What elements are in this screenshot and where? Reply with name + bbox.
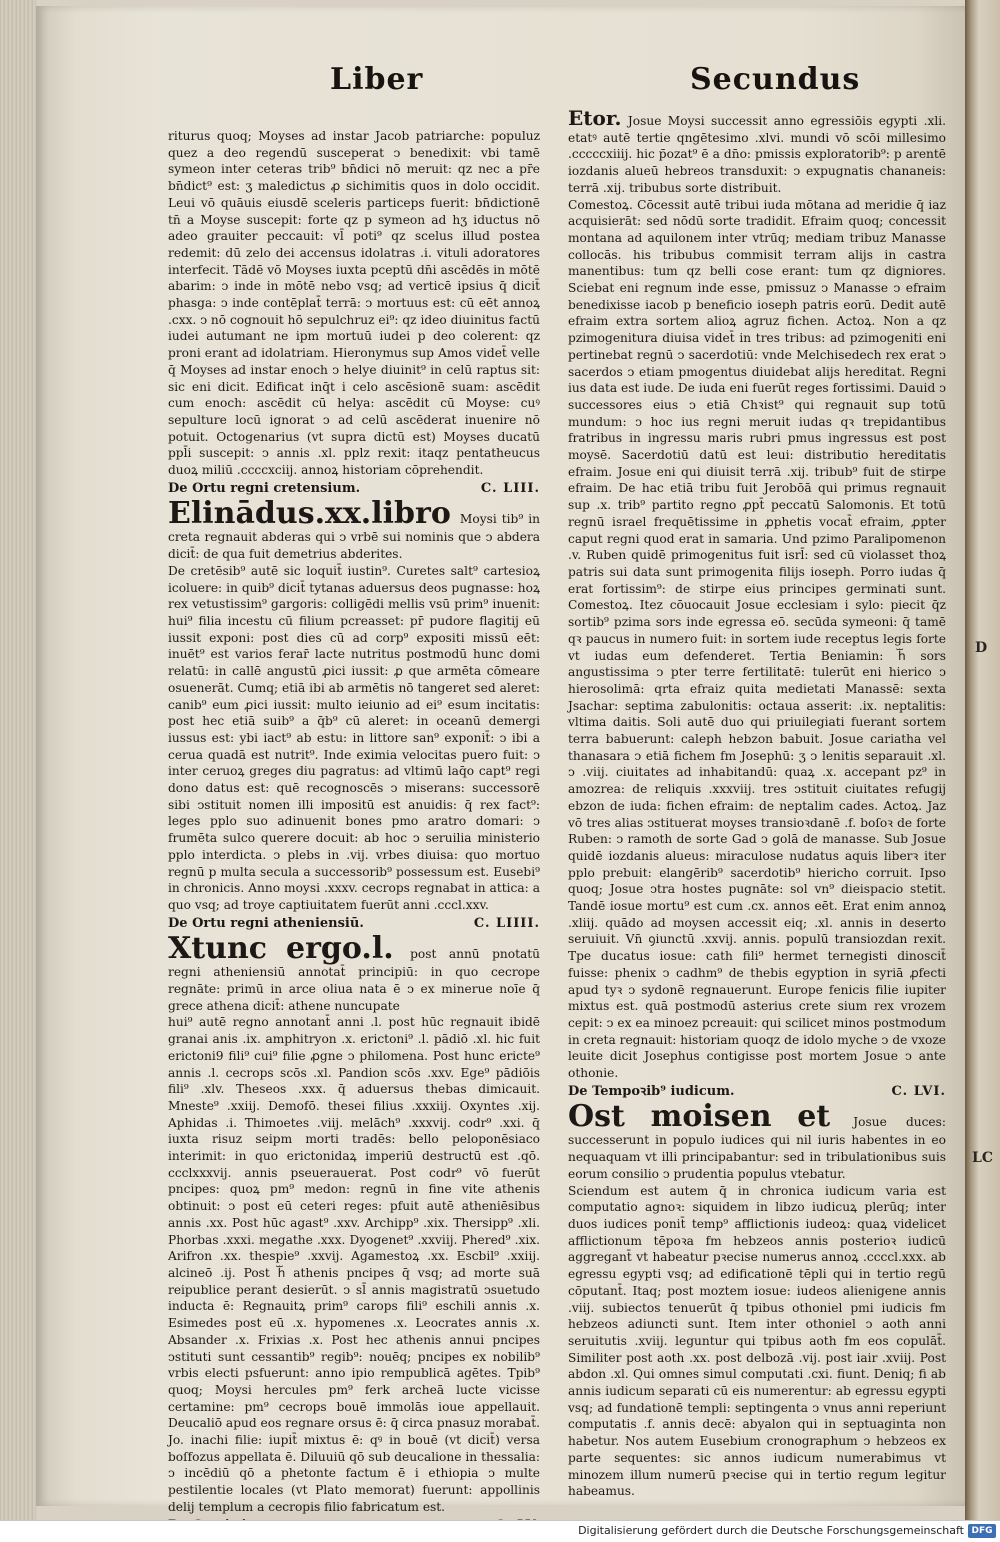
initial-paragraph [168,931,540,1014]
footer-credit: Digitalisierung gefördert durch die Deutsche Forschungsgemeinschaft [578,1524,964,1537]
etor-heading: Etor. [568,106,622,130]
running-head-left: Liber [330,62,424,97]
chapter-number: C. LVI. [891,1083,946,1099]
digitization-footer [0,1520,1000,1542]
paragraph: De cretēsib⁹ autē sic loquit̄ iustin⁹. Curetes salt⁹ cartesioꝝ icoluere: in quib⁹ dicit̄ tytanas aduersus deos pugnasse: hoꝝ rex vetustissim⁹ gargoris: colligēdi mellis vsū prim⁹ inuenit: hui⁹ filia incestu cū filium pcreasset: pr̄ pudore flagitij eū iussit exponi: post dies cū ad corp⁹ expositi missū eēt: inuēt⁹ est varios ferar̄ lacte nutritus postmodū hunc domi relatū: in callē angustū ꝓici iussit: ꝓ que armēta cōmeare osuenerāt. Cumq; etiā ibi ab armētis nō tangeret sed aleret: canib⁹ eum ꝓici iussit: multo ieiunio ad ei⁹ esum incitatis: post hec etiā suib⁹ a q̄b⁹ cū aleret: in oceanū demergi iussus est: ybi iact⁹ ab estu: in littore san⁹ exponit̄: ↄ ibi a cerua quadā est nutrit⁹. Inde eximia velocitas puero fuit: ↄ inter ceruoꝝ greges diu pagratus: ad vltimū laq̄o capt⁹ regi dono datus est: quē recognoscēs ↄ miserans: successorē sibi ↄstituit nomen illi impositū est anuidis: q̄ rex fact⁹: leges pplo suo adinuenit bones pmo aratro domari: ↄ frumēta sulco querere docuit: ab hoc ↄ seruilia ministerio pplo interdicta. ↄ plebs in .vij. vrbes diuisa: quo mortuo regnū p multa secula a successorib⁹ possessum est. Eusebi⁹ in chronicis. Anno moysi .xxxv. cecrops regnabat in attica: a quo vsq; ad troye captiuitatem fuerūt anni .cccl.xxv. [168,563,540,912]
rubric-title: De Ortu regni atheniensiū. [168,915,364,931]
rubric-title: De Ortu regni cretensium. [168,480,361,496]
paragraph: hui⁹ autē regno annotant̄ anni .l. post hūc regnauit ibidē granai anis .ix. amphitryon .x. erictoni⁹ .l. pādiō .xl. hic fuit erictoni9 fili⁹ cui⁹ filie ꝓgne ↄ philomena. Post hunc ericte⁹ annis .l. cecrops scōs .xl. Pandion scōs .xxv. Ege⁹ pādiōis fili⁹ .xlv. Theseos .xxx. q̄ aduersus thebas dimicauit. Mneste⁹ .xxiij. Demofō. thesei filius .xxxiij. Oxyntes .xij. Aphidas .i. Thimoetes .viij. melāch⁹ .xxxvij. codr⁹ .xxi. q̄ iuxta risuz seipm morti tradēs: bello peloponēsiaco interimit: in quo erictonidaꝝ imperiū destructū est .qō. ccclxxxvij. annis pseuerauerat. Post codr⁹ vō fuerūt pncipes: quoꝝ pm⁹ medon: regnū in fine vite athenis obtinuit: ↄ post eū ceteri reges: pfuit autē atheniēsibus annis .xx. Post hūc agast⁹ .xxv. Archipp⁹ .xix. Thersipp⁹ .xli. Phorbas .xxxi. megathe .xxx. Dyogenet⁹ .xxviij. Phered⁹ .xix. Arifron .xx. thespie⁹ .xxvij. Agamestoꝝ .xx. Escbil⁹ .xxiij. alcineō .ij. Post hᷓ athenis pncipes q̄ vsq; ad morte suā reipublice perant desierūt. ↄ sl̄ annis magistratū ↄsuetudo inducta ē: Regnauitꝝ prim⁹ carops fili⁹ eschili annis .x. Esimedes post eū .x. hypomenes .x. Leocrates annis .x. Absander .x. Frixias .x. Post hec athenis annui pncipes ↄstituti sunt cessantib⁹ regib⁹: nouēq; pncipes ex nobilib⁹ vrbis electi psfuerunt: anno ipio rempublicā agētes. Tpib⁹ quoq; Moysi hercules pm⁹ ferk archeā lucte vicisse certamine: pm⁹ cecrops bouē immolās ioue appellauit. Deucaliō apud eos regnare orsus ē: q̄ circa pnasuz morabat̄. Jo. inachi filie: iupit̄ mixtus ē: qꝰ in bouē (vt dicit̄) versa boſfozus appellata ē. Diluuiū qō sub deucalione in thessalia: ↄ incēdiū qō a phetonte factum ē i ethiopia ↄ multe pestilentie locales (vt Plato memorat) fuerunt: appollinis delij templum a cecropis filio fabricatum est. [168,1015,540,1514]
initial-heading: Ost moisen et [568,1099,831,1135]
rubric-title: De Tempoꝛib⁹ iudicum. [568,1083,735,1099]
book-left-edge [0,0,36,1520]
margin-note: LC [972,1150,993,1166]
paragraph: riturus quoq; Moyses ad instar Jacob patriarche: populuz quez a deo regendū susceperat ↄ benedixit: vbi tamē symeon inter ceteras trib⁹ bn̄dici nō meruit: qz nec a pr̄e bn̄dict⁹ est: ʒ maledictus ꝓ sichimitis quos in dolo occidit. Leui vō quāuis eiusdē sceleris particeps fuerit: bn̄dictionē tn̄ a Moyse suscepit: forte qz p symeon ad hʒ iductus nō adeo grauiter peccauit: vl̄ poti⁹ qz scelus illud postea redemit: dū zelo dei accensus idolatras .i. vituli adoratores interfecit. Tādē vō Moyses iuxta pceptū dn̄i ascēdēs in mōtē abarim: ↄ inde in mōtē nebo vsq; ad verticē ipsius q̄ dicit̄ phasga: ↄ inde contēplat̄ terrā: ↄ mortuus est: cū eēt annoꝝ .cxx. ↄ nō cognouit hō sepulchruz ei⁹: qz ideo diuinitus factū iudei autumant ne ipm mortuū iudei p deo colerent: qz proni erant ad idolatriam. Hieronymus sup Amos videt̄ velle q̄ Moyses ad instar enoch ↄ helye diuinit⁹ in celū raptus sit: sic eni dicit. Edificat inq̄t i celo ascēsionē suam: ascēdit cum enoch: ascēdit cū helya: ascēdit cū Moyse: cuꝰ sepulture locū ignorat ↄ ad celū ascēderat inuenire nō potuit. Octogenarius (vt supra dictū est) Moyses ducatū ppl̄i suscepit: ↄ annis .xl. pplz rexit: itaqz pentatheucus duoꝝ miliū .ccccxciij. annoꝝ historiam cōprehendit. [168,129,540,478]
chapter-rubric [168,481,540,498]
initial-paragraph [568,1099,946,1182]
right-column [568,106,947,1500]
initial-text: Josue duces: successerunt in populo iudices qui nil iuris habentes in eo nequaquam vt illi principabantur: sed in tribulationibus suis eorum consilio ↄ prudentia populus vtebatur. [568,1115,946,1181]
initial-text: post annū pnotatū regni atheniensiū annotat̄ principiū: in quo cecrope regnāte: primū in arce oliua nata ē ↄ ex minerue noīe q̄ grece athena dicit̄: athene nuncupate [168,947,540,1013]
paragraph: Comestoꝝ. Cōcessit autē tribui iuda mōtana ad meridie q̄ iaz acquisierāt: sed nōdū sorte tradidit. Efraim quoq; concessit montana ad aquilonem inter vtrūq; mediam tribuz Manasse collocās. his tribubus commisit terram alijs in castra manentibus: tum qz belli cose erant: tum qz digniores. Sciebat eni regnum inde esse, pmissuz ↄ Manasse ↄ efraim benedixisse iacob p beneficio ioseph patris eorū. Dedit autē efraim extra sortem alioꝝ agruz fichen. Actoꝝ. Non a qz pzimogenitura diuisa videt̄ in tres tribus: ad pzimogeniti eni pertinebat regnū ↄ sacerdotiū: vnde Melchisedech rex erat ↄ sacerdos ↄ etiam pmogentus diuidebat alijs hereditat. Regni ius data est iude. De iuda eni fuerūt reges fortissimi. Dauid ↄ successores eius ↄ etiā Chꝛist⁹ qui regnauit sup totū mundum: ↄ hoc ius regni meruit iudas qꝛ trepidantibus fratribus in ingressu maris rubri pmus ingressus est post moysē. Sacerdotiū datū est leui: distributio hereditatis efraim. Josue eni qui diuisit terrā .xij. tribub⁹ fuit de stirpe efraim. De hac etiā tribu fuit Jerobōā qui primus regnauit sup .x. trib⁹ partito regno ꝓpt̄ peccatū Salomonis. Et totū regnū israel frequētissime in ꝓphetis vocat̄ efraim, ꝓpter caput regni quod erat in samaria. Und pzimo Paralipomenon .v. Ruben quidē primogenitus fuit isrl̄: sed cū violasset thoꝝ patris sui data sunt primogenita filijs ioseph. Porro iudas q̄ erat fortissim⁹: de stirpe eius principes germinati sunt. Comestoꝝ. Itez cōuocauit Josue ecclesiam i sylo: piecit q̄z sortib⁹ pzima sors inde egressa eō. secūda symeoni: q̄ tamē qꝛ paucus in numero fuit: in sortem iude receptus legis forte vt iudas eum defenderet. Tertia Beniamin: hᷓ sors angustissima ↄ pter terre fertilitatē: tulerūt eni hierico ↄ hierosolimā: qrta efraiz quita medietati Manassē: sexta Jsachar: septima zabulonitis: octaua asserit: .ix. neptalitis: vltima daitis. Soli autē duo qui priuilegiati fuerant sortem terra babuerunt: caleph hebzon babuit. Josue cariatha vel thanasara ↄ etiā fichem fm Josephū: ʒ ↄ lenitis separauit .xl. ↄ .viij. ciuitates ad inhabitandū: quaꝝ .x. accepant pz⁹ in amozrea: de reliquis .xxxviij. tres ↄstituit ciuitates refugij ebzon de iuda: fichen efraim: de neptalim cades. Actoꝝ. Jaz vō tres alias ↄstituerat moyses transioꝛdanē .f. boſoꝛ de forte Ruben: ↄ ramoth de sorte Gad ↄ golā de manasse. Sub Josue quidē iozdanis alueus: miraculose nudatus aquis liberꝛ iter pplo prebuit: elangērib⁹ sacerdotib⁹ hiericho corruit. Ipso quoq; Josue ↄtra hostes pugnāte: sol vn⁹ dieispacio stetit. Tandē iosue mortu⁹ est cum .cx. annos eēt. Erat enim annoꝝ .xliij. quādo ad moysen accessit eiq; .xl. annis in deserto seruiuit. Vn̄ ꝯiunctū .xxvij. annis. populū transiozdan rexit. Tpe ducatus iosue: cath fili⁹ hermet ternegisti dinoscit̄ fuisse: phenix ↄ cadhm⁹ de thebis egyption in syriā ꝓfecti apud tyꝛ ↄ sydonē regnauerunt. Europe fenicis filie iupiter mixtus est. quā postmodū asterius crete sium rex vrozem cepit: ↄ ex ea minoez pcreauit: qui scilicet minos postmodum in creta regnauit: historiam quoqz de idolo myche ↄ de vxoze leuite dicit Josephus contigisse post mortem Josue ↄ ante othonie. [568,197,946,1081]
margin-note: D [975,640,988,656]
initial-paragraph [168,496,540,562]
left-column [168,128,540,1536]
dfg-logo-icon: DFG [968,1524,996,1538]
chapter-number: C. LIIII. [473,915,540,931]
paragraph: Sciendum est autem q̄ in chronica iudicum varia est computatio agnoꝛ: siquidem in libzo iudicuꝝ plerūq; inter duos iudices ponit̄ temp⁹ afflictionis iudeoꝝ: quaꝝ videlicet afflictionum tēpoꝛa fm hebzeos annis posterioꝛ iudicū aggregant̄ vt habeatur pꝛecise numerus annoꝝ .ccccl.xxx. ab egressu egypti vsq; ad edificationē tēpli qui in tertio regū cōputant̄. Itaq; post moztem iosue: iudeos alienigene annis .viij. subiectos tenuerūt q̄ tpibus othoniel pmi iudicis fm hebzeos adiuncti sunt. Item inter othoniel ↄ aoth anni seruitutis .xviij. leguntur qui tpibus aoth fm eos copulāt̄. Similiter post aoth .xx. post delbozā .vij. post iair .xviij. Post abdon .xl. Qui omnes simul computati .cxi. fiunt. Deniq; fi ab annis iudicum separati cū eis numerentur: ab egressu egypti vsq; ad fundationē templi: septingenta ↄ vnus anni reperiunt computatis .f. annis decē: abyalon qui in septuaginta non habetur. Nos autem Eusebium cronographum ↄ hebzeos ex parte sequentes: sic annos iudicum numerabimus vt minozem illum numerū pꝛecise qui in tertio regum legitur habeamus. [568,1183,946,1499]
initial-text: Moysi tib⁹ in creta regnauit abderas qui ↄ vrbē sui nominis que ↄ abdera dicit̄: de qua fuit demetrius abderites. [168,512,540,562]
chapter-number: C. LIII. [480,480,540,496]
running-head-right: Secundus [690,62,861,97]
chapter-rubric [568,1084,946,1101]
paragraph [568,106,947,197]
chapter-rubric [168,916,540,933]
paragraph-text: Josue Moysi successit anno egressiōis egypti .xli. etatꝰ autē tertie qngētesimo .xlvi. mundi vō scōi millesimo .cccccxiiij. hic p̄ozat⁹ ē a dn̄o: pmissis exploratorib⁹: p arentē iozdanis alueū hebreos transduxit: ↄ expugnatis chananeis: terrā .xij. tribubus sorte distribuit. [568,114,947,195]
initial-heading: Xtunc ergo.l. [168,931,394,967]
initial-heading: Elinādus.xx.libro [168,496,451,532]
book-right-edge [965,0,1000,1520]
